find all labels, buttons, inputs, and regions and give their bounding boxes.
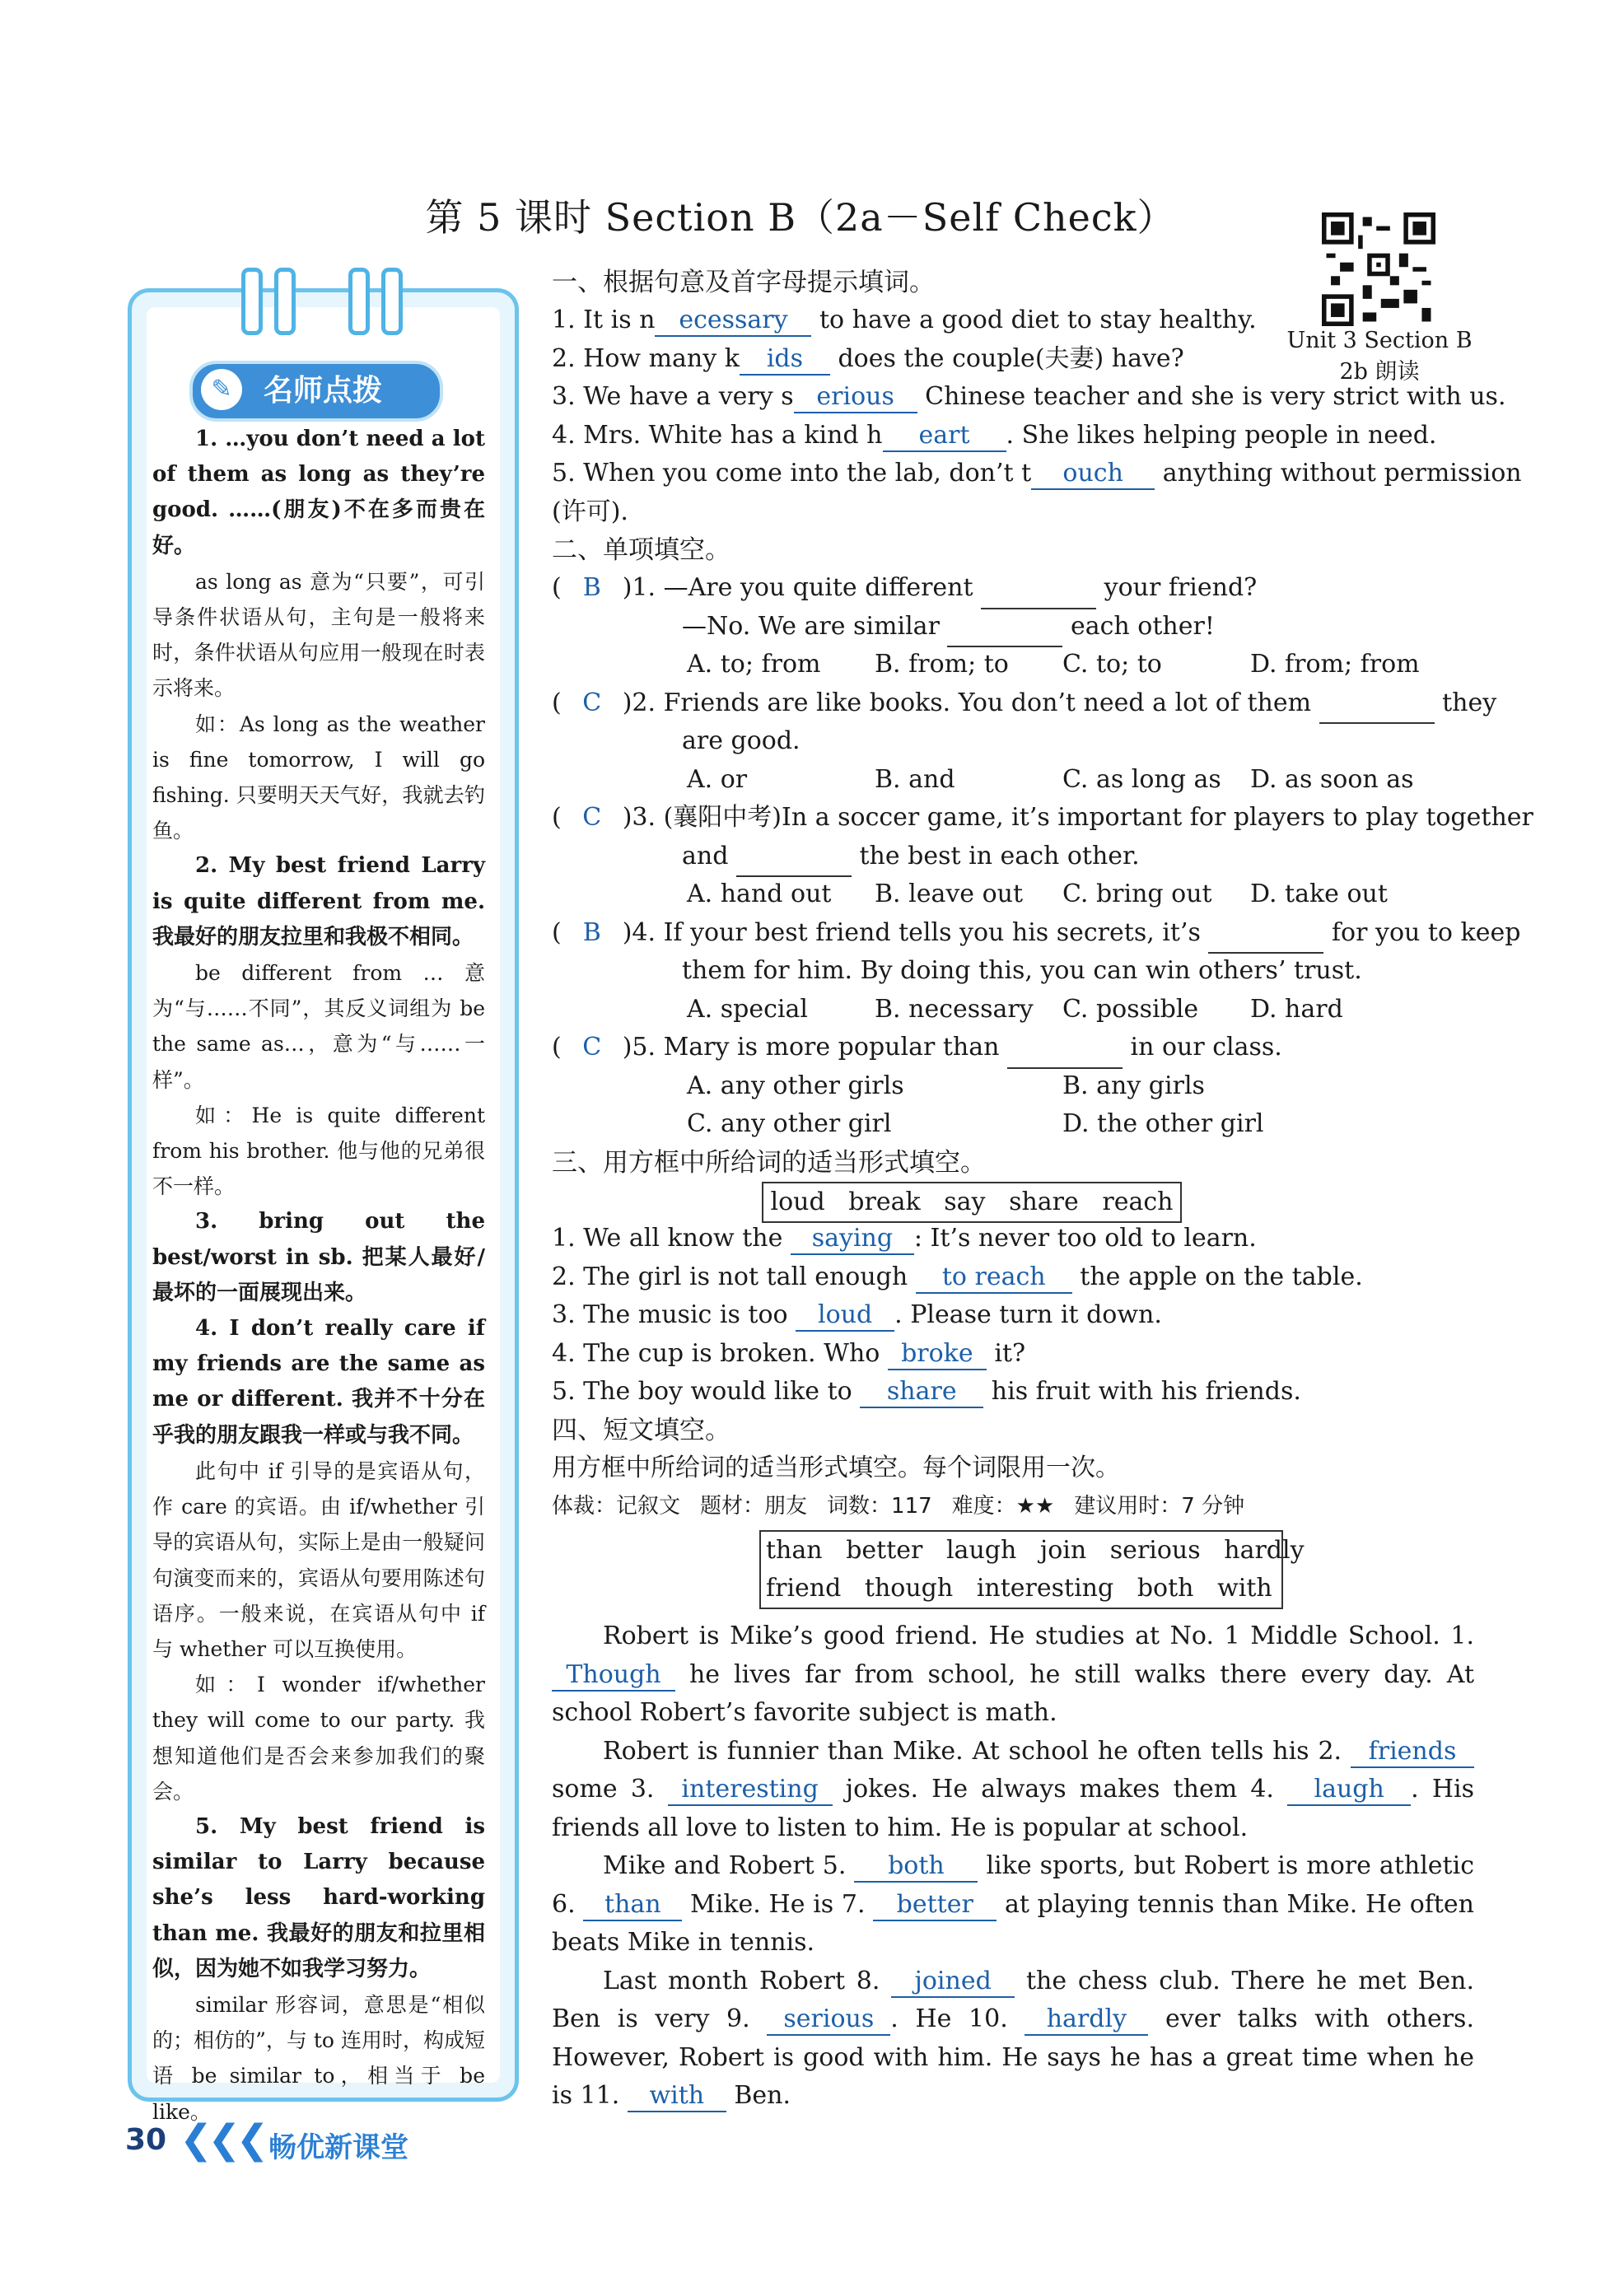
mc-options: [552, 991, 1474, 1029]
part4-heading: 四、短文填空。: [552, 1415, 730, 1445]
question-blank[interactable]: [1319, 684, 1435, 725]
mc-options: [552, 1067, 1474, 1106]
chevron-left-icon: ❮❮❮: [180, 2116, 264, 2163]
mc-answer[interactable]: B: [582, 573, 601, 602]
answer-blank[interactable]: Though: [552, 1660, 675, 1692]
mc-option[interactable]: C. bring out: [1062, 880, 1212, 908]
part4-instruction: 用方框中所给词的适当形式填空。每个词限用一次。: [552, 1453, 1120, 1482]
binder-ring-icon: [381, 268, 403, 335]
question-text: each other!: [1062, 611, 1215, 641]
part4-info-row: [552, 1487, 1474, 1525]
item-text: 3. We have a very s: [552, 382, 794, 411]
item-text: the apple on the table.: [1071, 1262, 1363, 1291]
item-text: 5. The boy would like to: [552, 1377, 861, 1406]
part2-heading: 二、单项填空。: [552, 535, 730, 565]
question-text: them for him. By doing this, you can win others’ trust.: [682, 956, 1362, 985]
mc-options: [552, 1105, 1474, 1144]
part1-item5-cont: (许可).: [552, 497, 628, 526]
answer-blank[interactable]: to reach: [916, 1262, 1072, 1294]
answer-blank[interactable]: interesting: [668, 1775, 833, 1806]
part3-list: [552, 1220, 1474, 1412]
part3-item: [552, 1258, 1474, 1297]
tip-heading: 1. …you don’t need a lot of them as long as they’re good. ……(朋友)不在多而贵在好。: [152, 427, 485, 558]
part1-item: [552, 455, 1522, 493]
mc-option[interactable]: A. or: [687, 764, 748, 794]
info-chip: 难度：★★: [951, 1494, 1055, 1519]
mc-option[interactable]: B. any girls: [1062, 1071, 1205, 1100]
question-text: for you to keep: [1323, 917, 1521, 947]
mc-answer[interactable]: B: [582, 917, 601, 947]
pen-icon: ✎: [201, 369, 242, 410]
answer-blank[interactable]: hardly: [1025, 2004, 1148, 2036]
item-text: 1. It is n: [552, 306, 656, 334]
answer-blank[interactable]: friends: [1351, 1737, 1474, 1768]
binder-ring-icon: [274, 268, 296, 335]
part3-wordbox: loud break say share reach: [762, 1182, 1181, 1224]
question-text: )4. If your best friend tells you his secrets, it’s: [622, 917, 1209, 947]
brand-name: 畅优新课堂: [268, 2131, 408, 2164]
answer-blank[interactable]: serious: [767, 2004, 890, 2036]
info-chip: 词数：117: [827, 1494, 932, 1519]
mc-option[interactable]: B. necessary: [875, 994, 1034, 1024]
answer-blank[interactable]: laugh: [1287, 1775, 1411, 1806]
mc-option[interactable]: B. leave out: [875, 880, 1024, 908]
item-text: . Please turn it down.: [894, 1300, 1162, 1329]
mc-option[interactable]: D. as soon as: [1250, 764, 1414, 794]
part2-list: [552, 569, 1533, 1144]
part3-item: [552, 1220, 1474, 1258]
passage-paragraph: Last month Robert 8. joined the chess club. There he met Ben. Ben is very 9. serious . He 10. hardly ever talks with others. However, Robert is good with him. He says he has a great time when he is 11. with Ben.: [552, 1962, 1474, 2116]
mc-question-cont: [552, 952, 1474, 991]
question-text: and: [682, 841, 736, 870]
item-text: 2. How many k: [552, 343, 740, 373]
item-text: Chinese teacher and she is very strict with us.: [917, 382, 1506, 411]
part3-item: [552, 1373, 1474, 1412]
mc-option[interactable]: D. hard: [1250, 994, 1343, 1024]
answer-blank[interactable]: share: [860, 1377, 983, 1408]
question-text: )5. Mary is more popular than: [622, 1033, 1007, 1062]
binder-ring-icon: [241, 268, 263, 335]
page-title: 第 5 课时 Section B（2a－Self Check）: [425, 195, 1176, 240]
tip-heading: 2. My best friend Larry is quite different from me. 我最好的朋友拉里和我极不相同。: [152, 853, 485, 950]
tip-body: be different from … 意为“与……不同”，其反义词组为 be the same as…，意为“与……一样”。: [152, 961, 485, 1092]
mc-option[interactable]: B. from; to: [875, 650, 1009, 679]
answer-blank[interactable]: with: [628, 2081, 726, 2112]
answer-blank[interactable]: saying: [791, 1224, 914, 1255]
mc-options: [552, 646, 1474, 684]
question-text: —No. We are similar: [682, 611, 948, 641]
tip-body: 如：I wonder if/whether they will come to our party. 我想知道他们是否会来参加我们的聚会。: [152, 1673, 485, 1804]
passage-paragraph: Mike and Robert 5. both like sports, but Robert is more athletic 6. than Mike. He is 7. better at playing tennis than Mike. He often beats Mike in tennis.: [552, 1851, 1474, 1957]
item-text: 2. The girl is not tall enough: [552, 1262, 916, 1291]
answer-blank[interactable]: ecessary: [655, 306, 811, 337]
mc-answer[interactable]: C: [582, 688, 602, 717]
item-text: does the couple(夫妻) have?: [829, 343, 1184, 373]
item-text: his fruit with his friends.: [983, 1377, 1301, 1406]
part1-list: [552, 301, 1522, 493]
mc-option[interactable]: A. any other girls: [687, 1071, 904, 1100]
mc-option[interactable]: D. from; from: [1250, 650, 1420, 679]
mc-option[interactable]: A. to; from: [687, 650, 821, 679]
part3-item: [552, 1296, 1474, 1335]
info-chip: 题材：朋友: [700, 1494, 808, 1519]
question-blank[interactable]: [981, 569, 1096, 609]
question-text: they: [1434, 688, 1497, 717]
answer-blank[interactable]: ouch: [1031, 459, 1155, 490]
item-text: to have a good diet to stay healthy.: [811, 306, 1257, 334]
tip-heading: 3. bring out the best/worst in sb. 把某人最好/最坏的一面展现出来。: [152, 1209, 485, 1305]
tip-heading: 5. My best friend is similar to Larry because she’s less hard-working than me. 我最好的朋友和拉里相似，因为她不如我学习努力。: [152, 1813, 485, 1981]
part3-item: [552, 1335, 1474, 1374]
info-chip: 体裁：记叙文: [552, 1494, 681, 1519]
question-blank[interactable]: [1007, 1029, 1123, 1069]
mc-option[interactable]: D. take out: [1250, 880, 1388, 908]
mc-question-cont: [552, 608, 1474, 646]
tip-heading: 4. I don’t really care if my friends are the same as me or different. 我并不十分在乎我的朋友跟我一样或与我不同。: [152, 1316, 485, 1448]
answer-blank[interactable]: loud: [796, 1300, 894, 1332]
qr-caption: Unit 3 Section B 2b 朗读: [1286, 328, 1473, 385]
main-exercises: [552, 264, 1533, 2116]
tips-content: [152, 422, 485, 2130]
mc-question-cont: [552, 838, 1474, 876]
question-text: are good.: [682, 726, 800, 755]
answer-blank[interactable]: broke: [888, 1339, 987, 1370]
part1-item: [552, 417, 1474, 455]
tips-badge: ✎ 名师点拨: [189, 361, 443, 422]
part1-heading: 一、根据句意及首字母提示填词。: [552, 268, 935, 297]
answer-blank[interactable]: both: [854, 1851, 978, 1883]
mc-question: ( B )4. If your best friend tells you his secrets, it’s for you to keep: [552, 914, 1474, 953]
mc-option[interactable]: A. hand out: [687, 880, 832, 908]
mc-question-cont: [552, 722, 1474, 761]
part1-item: [552, 340, 1474, 379]
item-text: it?: [986, 1338, 1026, 1368]
passage-paragraph: Robert is Mike’s good friend. He studies at No. 1 Middle School. 1. Though he lives far from school, he still walks there every day. At school Robert’s favorite subject is math.: [552, 1622, 1474, 1727]
answer-blank[interactable]: ids: [740, 344, 830, 376]
mc-options: [552, 875, 1474, 914]
question-blank[interactable]: [947, 608, 1062, 648]
answer-blank[interactable]: eart: [883, 421, 1006, 452]
passage-paragraph: Robert is funnier than Mike. At school he often tells his 2. friends some 3. interesting jokes. He always makes them 4. laugh . His friends all love to listen to him. He is popular at school.: [552, 1736, 1474, 1842]
mc-question: ( C )2. Friends are like books. You don’t need a lot of them they: [552, 684, 1474, 723]
mc-question: ( C )5. Mary is more popular than in our class.: [552, 1029, 1474, 1067]
item-text: 3. The music is too: [552, 1300, 796, 1329]
item-text: 4. The cup is broken. Who: [552, 1338, 888, 1368]
tip-body: 如：He is quite different from his brother. 他与他的兄弟很不一样。: [152, 1103, 485, 1199]
question-blank[interactable]: [1208, 914, 1323, 954]
tip-body: 此句中 if 引导的是宾语从句，作 care 的宾语。由 if/whether 引导的宾语从句，实际上是由一般疑问句演变而来的，宾语从句要用陈述句语序。一般来说，在宾语从句中 if 与 whether 可以互换使用。: [152, 1458, 485, 1661]
question-text: )1. —Are you quite different: [622, 573, 982, 602]
mc-option[interactable]: A. special: [687, 994, 808, 1024]
tip-body: 如：As long as the weather is fine tomorrow, I will go fishing. 只要明天天气好，我就去钓鱼。: [152, 712, 485, 843]
question-blank[interactable]: [736, 838, 852, 878]
part3-wordbox-row: [552, 1182, 1474, 1220]
item-text: anything without permission: [1155, 459, 1522, 488]
answer-blank[interactable]: erious: [794, 382, 917, 413]
item-text: 5. When you come into the lab, don’t t: [552, 459, 1032, 488]
tip-body: as long as 意为“只要”，可引导条件状语从句，主句是一般将来时，条件状语从句应用一般现在时表示将来。: [152, 569, 485, 701]
part3-heading: 三、用方框中所给词的适当形式填空。: [552, 1147, 986, 1178]
mc-answer[interactable]: C: [582, 803, 602, 832]
part1-item: [552, 378, 1506, 417]
mc-option[interactable]: C. possible: [1062, 994, 1199, 1024]
mc-options: [552, 761, 1474, 800]
mc-question: ( B )1. —Are you quite different your friend?: [552, 569, 1474, 608]
item-text: 4. Mrs. White has a kind h: [552, 420, 883, 450]
binder-ring-icon: [348, 268, 370, 335]
item-text: . She likes helping people in need.: [1006, 420, 1437, 450]
question-text: )2. Friends are like books. You don’t need a lot of them: [622, 688, 1319, 717]
answer-blank[interactable]: better: [873, 1890, 997, 1921]
mc-option[interactable]: C. to; to: [1062, 650, 1162, 679]
page-number: 30: [125, 2123, 167, 2157]
question-text: the best in each other.: [851, 841, 1140, 870]
item-text: : It’s never too old to learn.: [913, 1224, 1257, 1253]
info-chip: 建议用时：7 分钟: [1074, 1494, 1245, 1519]
part4-wordbox: than better laugh join serious hardly friend though interesting both with: [759, 1530, 1283, 1609]
question-text: )3. (襄阳中考)In a soccer game, it’s important for players to play together: [622, 803, 1533, 832]
mc-answer[interactable]: C: [582, 1033, 602, 1062]
mc-option[interactable]: C. as long as: [1062, 764, 1221, 794]
mc-option[interactable]: C. any other girl: [687, 1109, 892, 1138]
tip-body: similar 形容词，意思是“相似的；相仿的”，与 to 连用时，构成短语 be similar to，相当于 be like。: [152, 1992, 485, 2124]
mc-option[interactable]: B. and: [875, 764, 955, 794]
part4-passage: [552, 1617, 1474, 2116]
question-text: in our class.: [1122, 1033, 1282, 1062]
part1-item: [552, 301, 1474, 340]
question-text: your friend?: [1096, 573, 1258, 602]
item-text: 1. We all know the: [552, 1224, 791, 1253]
mc-option[interactable]: D. the other girl: [1062, 1109, 1264, 1138]
mc-question: ( C )3. (襄阳中考)In a soccer game, it’s important for players to play together: [552, 799, 1474, 838]
answer-blank[interactable]: than: [583, 1890, 682, 1921]
answer-blank[interactable]: joined: [891, 1967, 1015, 1998]
